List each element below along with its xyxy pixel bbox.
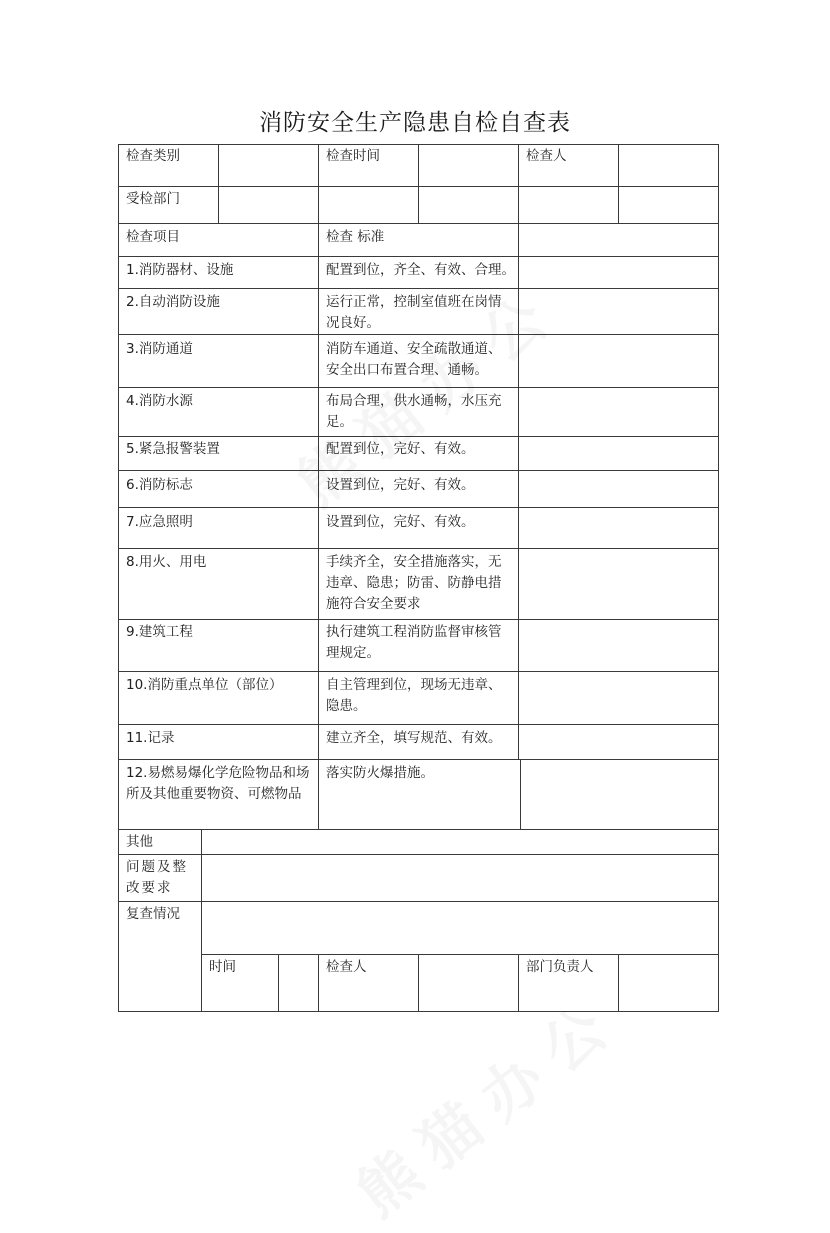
column-header-item: 检查项目 bbox=[126, 229, 180, 245]
row-standard: 布局合理，供水通畅，水压充足。 bbox=[326, 393, 502, 430]
inspector-label: 检查人 bbox=[526, 148, 567, 164]
column-header-standard: 检查 标准 bbox=[326, 229, 385, 245]
review-inspector-label: 检查人 bbox=[326, 959, 367, 975]
row-item: 6.消防标志 bbox=[126, 477, 193, 493]
page-title: 消防安全生产隐患自检自查表 bbox=[259, 110, 571, 136]
row-standard: 设置到位，完好、有效。 bbox=[326, 514, 475, 530]
row-standard: 落实防火爆措施。 bbox=[326, 765, 434, 781]
row-item: 9.建筑工程 bbox=[126, 624, 193, 640]
row-standard: 自主管理到位，现场无违章、隐患。 bbox=[326, 677, 502, 714]
inspection-time-label: 检查时间 bbox=[326, 148, 380, 164]
review-time-label: 时间 bbox=[209, 959, 236, 975]
review-label: 复查情况 bbox=[126, 906, 180, 922]
row-item: 7.应急照明 bbox=[126, 514, 193, 530]
row-item: 12.易燃易爆化学危险物品和场所及其他重要物资、可燃物品 bbox=[126, 765, 310, 802]
row-standard: 建立齐全，填写规范、有效。 bbox=[326, 730, 502, 746]
row-standard: 配置到位，完好、有效。 bbox=[326, 441, 475, 457]
other-label: 其他 bbox=[126, 834, 153, 850]
row-item: 8.用火、用电 bbox=[126, 554, 207, 570]
row-item: 10.消防重点单位（部位） bbox=[126, 677, 283, 693]
row-standard: 消防车通道、安全疏散通道、安全出口布置合理、通畅。 bbox=[326, 341, 502, 378]
row-item: 11.记录 bbox=[126, 730, 175, 746]
row-standard: 执行建筑工程消防监督审核管理规定。 bbox=[326, 624, 502, 661]
row-standard: 手续齐全，安全措施落实，无违章、隐患；防雷、防静电措施符合安全要求 bbox=[326, 554, 502, 612]
row-standard: 设置到位，完好、有效。 bbox=[326, 477, 475, 493]
row-item: 4.消防水源 bbox=[126, 393, 193, 409]
row-item: 5.紧急报警装置 bbox=[126, 441, 220, 457]
row-standard: 运行正常，控制室值班在岗情况良好。 bbox=[326, 294, 502, 331]
row-standard: 配置到位，齐全、有效、合理。 bbox=[326, 262, 515, 278]
inspected-dept-label: 受检部门 bbox=[126, 191, 180, 207]
row-item: 2.自动消防设施 bbox=[126, 294, 220, 310]
row-item: 3.消防通道 bbox=[126, 341, 193, 357]
dept-head-label: 部门负责人 bbox=[526, 959, 594, 975]
row-item: 1.消防器材、设施 bbox=[126, 262, 234, 278]
inspection-type-label: 检查类别 bbox=[126, 148, 180, 164]
problems-label: 问题及整改要求 bbox=[126, 859, 188, 896]
